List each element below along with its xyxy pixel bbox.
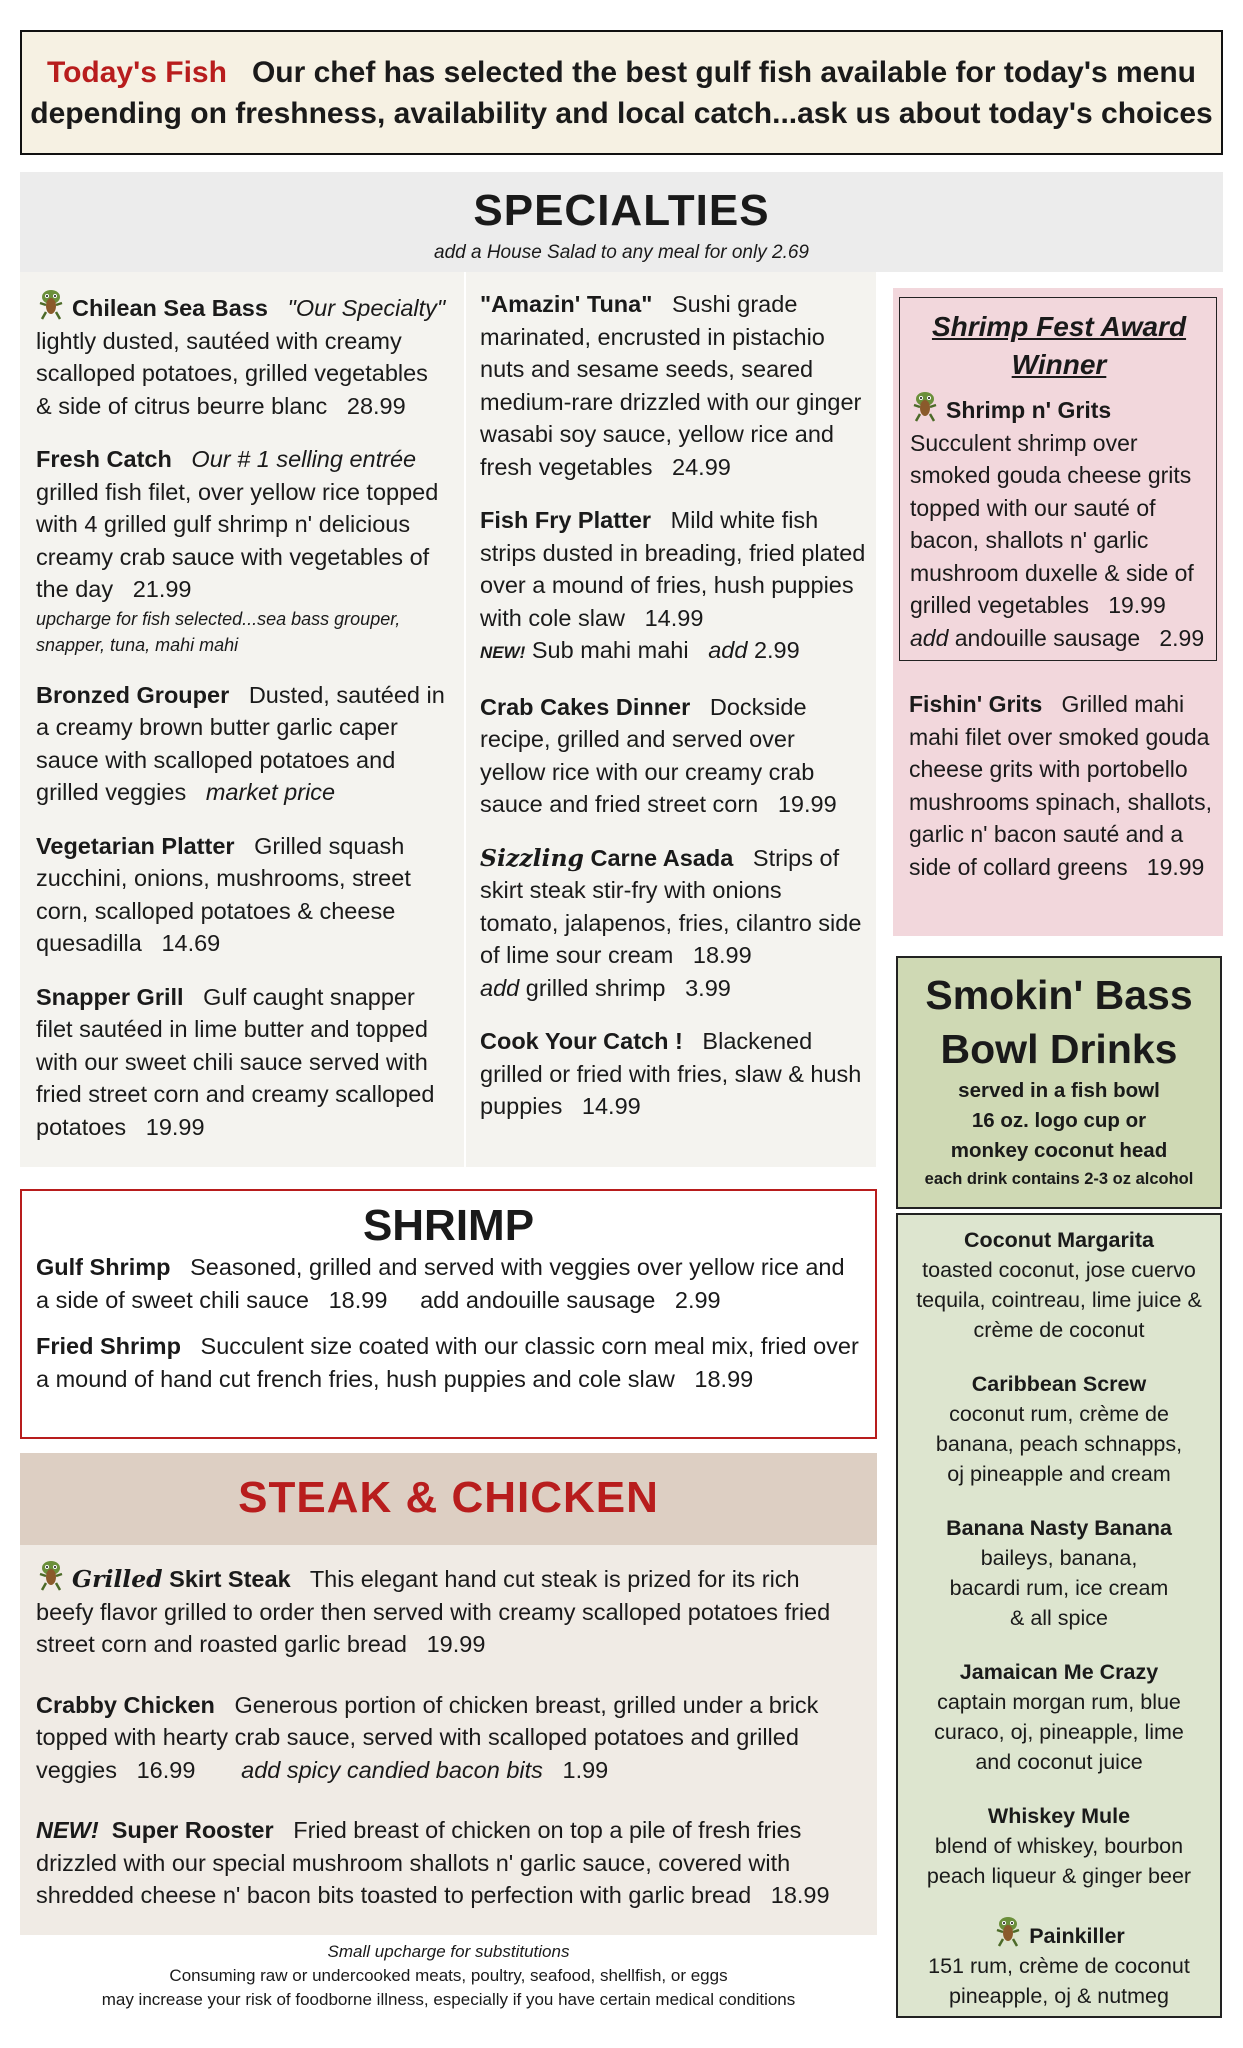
item-name: Gulf Shrimp (36, 1254, 171, 1280)
banner-label: Today's Fish (46, 56, 227, 89)
item-desc: Seasoned, grilled and served with veggies over yellow rice and a side of sweet chili sauce (36, 1254, 845, 1313)
drink-item (898, 1513, 1220, 1633)
item-name: Bronzed Grouper (36, 681, 230, 708)
new-badge: NEW! (480, 643, 526, 662)
addon-label: add (910, 624, 949, 651)
specialties-column-left (20, 272, 464, 1167)
menu-footer (20, 1940, 877, 2012)
menu-item-cook-your-catch (480, 1025, 866, 1123)
item-price: 19.99 (1146, 853, 1205, 880)
menu-item-super-rooster (36, 1814, 863, 1912)
addon-text: Sub mahi mahi (531, 637, 689, 663)
award-item-name: Shrimp n' Grits (946, 397, 1112, 423)
bowl-drinks-title-line1: Smokin' Bass (925, 972, 1193, 1018)
shrimp-fest-award-panel (893, 288, 1223, 936)
drink-desc: baileys, banana, bacardi rum, ice cream & all spice (949, 1546, 1169, 1630)
item-price: 14.69 (161, 930, 221, 956)
menu-item-crab-cakes-dinner (480, 691, 866, 821)
steak-chicken-section (20, 1545, 877, 1935)
item-desc: lightly dusted, sautéed with creamy scalloped potatoes, grilled vegetables & side of citrus beurre blanc (36, 327, 428, 419)
drink-name: Coconut Margarita (964, 1228, 1154, 1252)
item-name: Super Rooster (111, 1817, 274, 1843)
steak-chicken-header (20, 1453, 877, 1545)
drink-name-text: Painkiller (1029, 1924, 1125, 1948)
addon-price: 3.99 (685, 974, 731, 1001)
item-name: "Amazin' Tuna" (480, 291, 653, 317)
bowl-drinks-header (896, 956, 1222, 1209)
drink-item (898, 1915, 1220, 2011)
item-desc: Blackened grilled or fried with fries, slaw & hush puppies (480, 1028, 862, 1119)
todays-fish-banner (20, 30, 1223, 155)
item-name: Skirt Steak (169, 1566, 291, 1592)
footer-warning-line1: Consuming raw or undercooked meats, poultry, seafood, shellfish, or eggs (169, 1966, 728, 1985)
award-box (899, 297, 1217, 661)
shrimp-section (20, 1189, 877, 1439)
drink-desc: captain morgan rum, blue curaco, oj, pineapple, lime and coconut juice (934, 1690, 1184, 1774)
addon-label: add (480, 974, 520, 1001)
award-item-price: 19.99 (1108, 592, 1166, 618)
item-price: 18.99 (694, 1365, 754, 1392)
addon-price: 2.99 (1159, 624, 1205, 651)
item-price: market price (205, 779, 336, 805)
item-desc: Generous portion of chicken breast, grilled under a brick topped with hearty crab sauce, served with scalloped potatoes and grilled veggies (36, 1691, 819, 1783)
addon-label: add (708, 637, 748, 663)
menu-item-amazin-tuna (480, 288, 866, 483)
item-desc: Grilled squash zucchini, onions, mushrooms, street corn, scalloped potatoes & cheese quesadilla (36, 832, 411, 956)
item-price: 18.99 (692, 942, 752, 968)
steak-chicken-title: STEAK & CHICKEN (238, 1473, 659, 1522)
menu-item-fresh-catch (36, 443, 450, 658)
item-name: Carne Asada (590, 844, 734, 871)
addon-price: 1.99 (562, 1756, 609, 1783)
award-desc-text: Succulent shrimp over smoked gouda cheese grits topped with our sauté of bacon, shallots n' garlic mushroom duxelle & side of grilled vegetables (910, 429, 1194, 618)
addon-text: add andouille sausage (420, 1286, 656, 1313)
menu-item-fishin-grits (909, 688, 1215, 883)
award-item (910, 390, 1208, 654)
footer-substitutions: Small upcharge for substitutions (327, 1942, 570, 1961)
item-desc: Strips of skirt steak stir-fry with onions tomato, jalapenos, fries, cilantro side of lime sour cream (480, 844, 862, 968)
item-desc: Grilled mahi mahi filet over smoked gouda cheese grits with portobello mushrooms spinach, shallots, garlic n' bacon sauté and a side of collard greens (909, 691, 1212, 880)
addon-text: add spicy candied bacon bits (241, 1756, 543, 1783)
menu-item-skirt-steak (36, 1559, 863, 1661)
item-price: 21.99 (132, 576, 192, 602)
specialties-header (20, 172, 1223, 272)
bowl-drinks-sub2: 16 oz. logo cup or (971, 1109, 1147, 1132)
award-item-desc (910, 427, 1208, 622)
new-badge: NEW! (36, 1817, 99, 1843)
drink-name: Jamaican Me Crazy (959, 1660, 1159, 1684)
drink-item (898, 1657, 1220, 1777)
item-price: 14.99 (581, 1093, 641, 1119)
award-addon (910, 622, 1208, 655)
addon-text: grilled shrimp (525, 974, 666, 1001)
banner-line2: depending on freshness, availability and local catch...ask us about today's choices (30, 97, 1213, 130)
footer-warning-line2: may increase your risk of foodborne illness, especially if you have certain medical conditions (101, 1990, 796, 2009)
item-desc: Dusted, sautéed in a creamy brown butter garlic caper sauce with scalloped potatoes and grilled veggies (36, 681, 445, 805)
addon-text: andouille sausage (954, 624, 1141, 651)
bowl-drinks-list (896, 1213, 1222, 2018)
menu-item-crabby-chicken (36, 1689, 863, 1787)
banner-line1 (22, 52, 1221, 93)
item-name: Fried Shrimp (36, 1333, 181, 1359)
drink-name: Whiskey Mule (987, 1804, 1131, 1828)
menu-item-fried-shrimp (36, 1330, 861, 1395)
menu-item-carne-asada (480, 842, 866, 1005)
menu-item-chilean-sea-bass (36, 288, 450, 422)
item-price: 18.99 (328, 1286, 388, 1313)
item-note: upcharge for fish selected...sea bass grouper, snapper, tuna, mahi mahi (36, 608, 401, 655)
item-name: Fishin' Grits (909, 691, 1043, 717)
item-name: Vegetarian Platter (36, 832, 235, 859)
bowl-drinks-sub1: served in a fish bowl (958, 1079, 1160, 1102)
item-price: 19.99 (426, 1631, 486, 1657)
item-price: 19.99 (777, 791, 837, 817)
item-desc: grilled fish filet, over yellow rice topped with 4 grilled gulf shrimp n' delicious creamy crab sauce with vegetables of the day (36, 478, 439, 602)
item-name: Chilean Sea Bass (72, 295, 268, 321)
banner-text1: Our chef has selected the best gulf fish available for today's menu (251, 56, 1197, 89)
item-desc: Fried breast of chicken on top a pile of fresh fries drizzled with our special mushroom shallots n' garlic sauce, covered with shredded cheese n' bacon bits toasted to perfection with garlic bread (36, 1817, 802, 1908)
drink-item (898, 1369, 1220, 1489)
item-tag: Our # 1 selling entrée (191, 446, 417, 472)
item-desc: Sushi grade marinated, encrusted in pistachio nuts and sesame seeds, seared medium-rare drizzled with our ginger wasabi soy sauce, yellow rice and fresh vegetables (480, 291, 862, 480)
gecko-icon (36, 1559, 66, 1591)
drink-item (898, 1801, 1220, 1891)
drink-name (898, 1915, 1220, 1951)
drink-name: Banana Nasty Banana (946, 1516, 1172, 1540)
item-name: Cook Your Catch ! (480, 1028, 683, 1054)
item-prefix: Grilled (72, 1565, 163, 1593)
drink-desc: toasted coconut, jose cuervo tequila, cointreau, lime juice & crème de coconut (916, 1258, 1202, 1342)
award-title: Shrimp Fest Award Winner (931, 311, 1187, 380)
item-name: Fish Fry Platter (480, 507, 652, 533)
item-price: 19.99 (145, 1113, 205, 1140)
bowl-drinks-title (898, 968, 1220, 1076)
item-tag: "Our Specialty" (287, 295, 446, 321)
item-prefix: Sizzling (480, 843, 584, 872)
drink-desc: 151 rum, crème de coconut pineapple, oj & nutmeg (928, 1954, 1190, 2008)
shrimp-title: SHRIMP (362, 1201, 535, 1250)
menu-item-fish-fry-platter (480, 504, 866, 670)
menu-item-gulf-shrimp (36, 1251, 861, 1316)
item-price: 18.99 (770, 1882, 830, 1908)
drink-item (898, 1225, 1220, 1345)
item-name: Fresh Catch (36, 446, 172, 472)
bowl-drinks-title-line2: Bowl Drinks (940, 1026, 1178, 1072)
item-desc: Mild white fish strips dusted in breading, fried plated over a mound of fries, hush puppies with cole slaw (480, 507, 866, 631)
item-name: Snapper Grill (36, 983, 184, 1010)
addon-price: 2.99 (674, 1286, 721, 1313)
drink-desc: coconut rum, crème de banana, peach schnapps, oj pineapple and cream (935, 1402, 1183, 1486)
menu-item-vegetarian-platter (36, 830, 450, 960)
drink-name: Caribbean Screw (971, 1372, 1147, 1396)
specialties-title: SPECIALTIES (473, 186, 770, 235)
item-price: 14.99 (644, 604, 704, 631)
menu-item-snapper-grill (36, 981, 450, 1144)
gecko-icon (910, 390, 940, 422)
gecko-icon (993, 1915, 1023, 1947)
item-desc: This elegant hand cut steak is prized for its rich beefy flavor grilled to order then served with creamy scalloped potatoes fried street corn and roasted garlic bread (36, 1566, 831, 1657)
specialties-subtitle: add a House Salad to any meal for only 2.69 (434, 242, 809, 263)
bowl-drinks-alcohol-note: each drink contains 2-3 oz alcohol (924, 1170, 1194, 1188)
item-desc: Gulf caught snapper filet sautéed in lime butter and topped with our sweet chili sauce served with fried street corn and creamy scalloped potatoes (36, 983, 435, 1140)
item-price: 28.99 (346, 392, 406, 419)
menu-item-bronzed-grouper (36, 679, 450, 809)
bowl-drinks-sub3: monkey coconut head (950, 1139, 1168, 1162)
item-addon (480, 634, 866, 670)
item-name: Crab Cakes Dinner (480, 693, 691, 720)
item-addon (480, 972, 866, 1005)
drink-desc: blend of whiskey, bourbon peach liqueur & ginger beer (926, 1834, 1192, 1888)
item-price: 16.99 (136, 1756, 196, 1783)
specialties-column-middle (466, 272, 876, 1167)
gecko-icon (36, 288, 66, 320)
item-desc: Dockside recipe, grilled and served over yellow rice with our creamy crab sauce and fried street corn (480, 693, 815, 817)
item-desc: Succulent size coated with our classic corn meal mix, fried over a mound of hand cut french fries, hush puppies and cole slaw (36, 1333, 859, 1392)
item-price: 24.99 (672, 453, 731, 480)
addon-price: 2.99 (753, 637, 800, 663)
item-name: Crabby Chicken (36, 1691, 215, 1718)
